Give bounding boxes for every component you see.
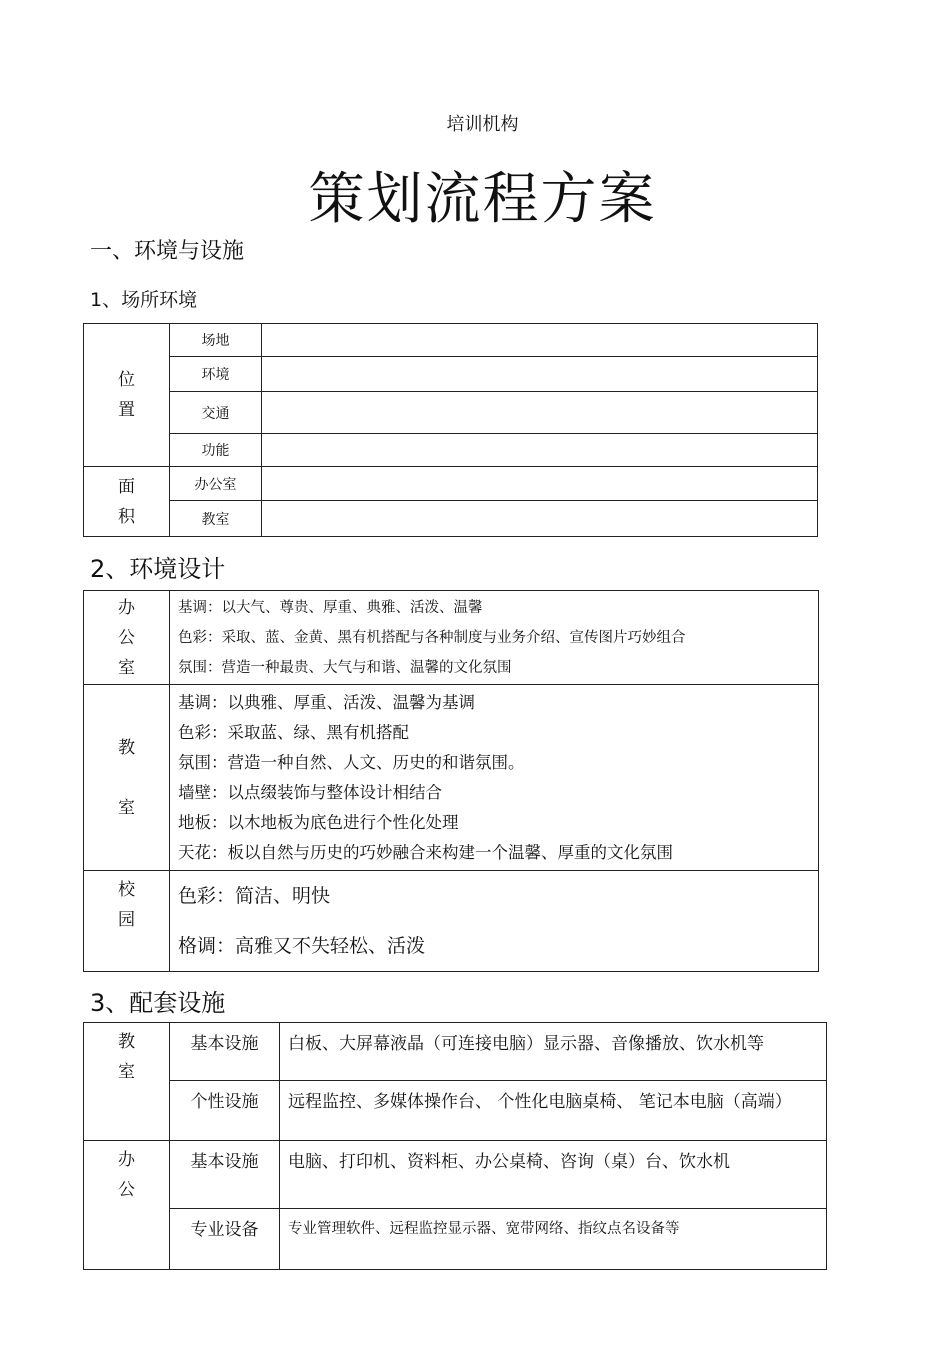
row-label-office: 办公室 [170,467,262,501]
classroom-design-line: 地板：以木地板为底色进行个性化处理 [178,812,459,832]
document-subtitle: 培训机构 [446,114,519,135]
office-design-line: 氛围：营造一种最贵、大气与和谐、温馨的文化氛围 [178,659,512,676]
classroom-design-text [170,685,819,871]
value-cell [262,357,818,392]
value-cell [262,324,818,357]
office-design-text [170,591,819,685]
facility-content: 专业管理软件、远程监控显示器、宽带网络、指纹点名设备等 [280,1209,827,1270]
campus-label: 校 园 [84,871,170,972]
classroom-design-line: 天花：板以自然与历史的巧妙融合来构建一个温馨、厚重的文化氛围 [178,842,673,862]
facilities-table [83,1022,827,1270]
row-label-site: 场地 [170,324,262,357]
campus-design-line: 格调：高雅又不失轻松、活泼 [178,935,426,957]
row-label-classroom: 教室 [170,501,262,537]
subsection-heading-design: 2、环境设计 [90,555,226,583]
design-table [83,590,819,972]
value-cell [262,501,818,537]
facility-office-label: 办 公 [84,1141,170,1270]
row-label-function: 功能 [170,434,262,467]
facility-content: 白板、大屏幕液晶（可连接电脑）显示器、音像播放、饮水机等 [280,1023,827,1081]
venue-table [83,323,818,537]
classroom-design-line: 色彩：采取蓝、绿、黑有机搭配 [178,722,409,742]
row-label-transport: 交通 [170,392,262,434]
office-design-line: 基调：以大气、尊贵、厚重、典雅、活泼、温馨 [178,599,483,616]
classroom-label: 教 室 [84,685,170,871]
facility-type: 基本设施 [170,1141,280,1209]
facility-type: 专业设备 [170,1209,280,1270]
value-cell [262,434,818,467]
subsection-heading-facilities: 3、配套设施 [90,989,226,1017]
facility-content: 电脑、打印机、资料柜、办公桌椅、咨询（桌）台、饮水机 [280,1141,827,1209]
office-label: 办 公 室 [84,591,170,685]
facility-content: 远程监控、多媒体操作台、 个性化电脑桌椅、 笔记本电脑（高端） [280,1081,827,1141]
document-title: 策划流程方案 [308,167,657,232]
classroom-design-line: 墙壁：以点缀装饰与整体设计相结合 [178,782,442,802]
campus-design-text [170,871,819,972]
campus-design-line: 色彩：简洁、明快 [178,885,331,907]
facility-type: 个性设施 [170,1081,280,1141]
row-label-environment: 环境 [170,357,262,392]
subsection-heading-venue: 1、场所环境 [90,289,198,311]
value-cell [262,467,818,501]
section-heading-environment: 一、环境与设施 [90,239,245,264]
facility-type: 基本设施 [170,1023,280,1081]
value-cell [262,392,818,434]
facility-classroom-label: 教 室 [84,1023,170,1141]
classroom-design-line: 氛围：营造一种自然、人文、历史的和谐氛围。 [178,752,525,772]
location-label: 位 置 [84,324,170,467]
office-design-line: 色彩：采取、蓝、金黄、黑有机搭配与各种制度与业务介绍、宣传图片巧妙组合 [178,629,686,646]
area-label: 面 积 [84,467,170,537]
classroom-design-line: 基调：以典雅、厚重、活泼、温馨为基调 [178,692,475,712]
